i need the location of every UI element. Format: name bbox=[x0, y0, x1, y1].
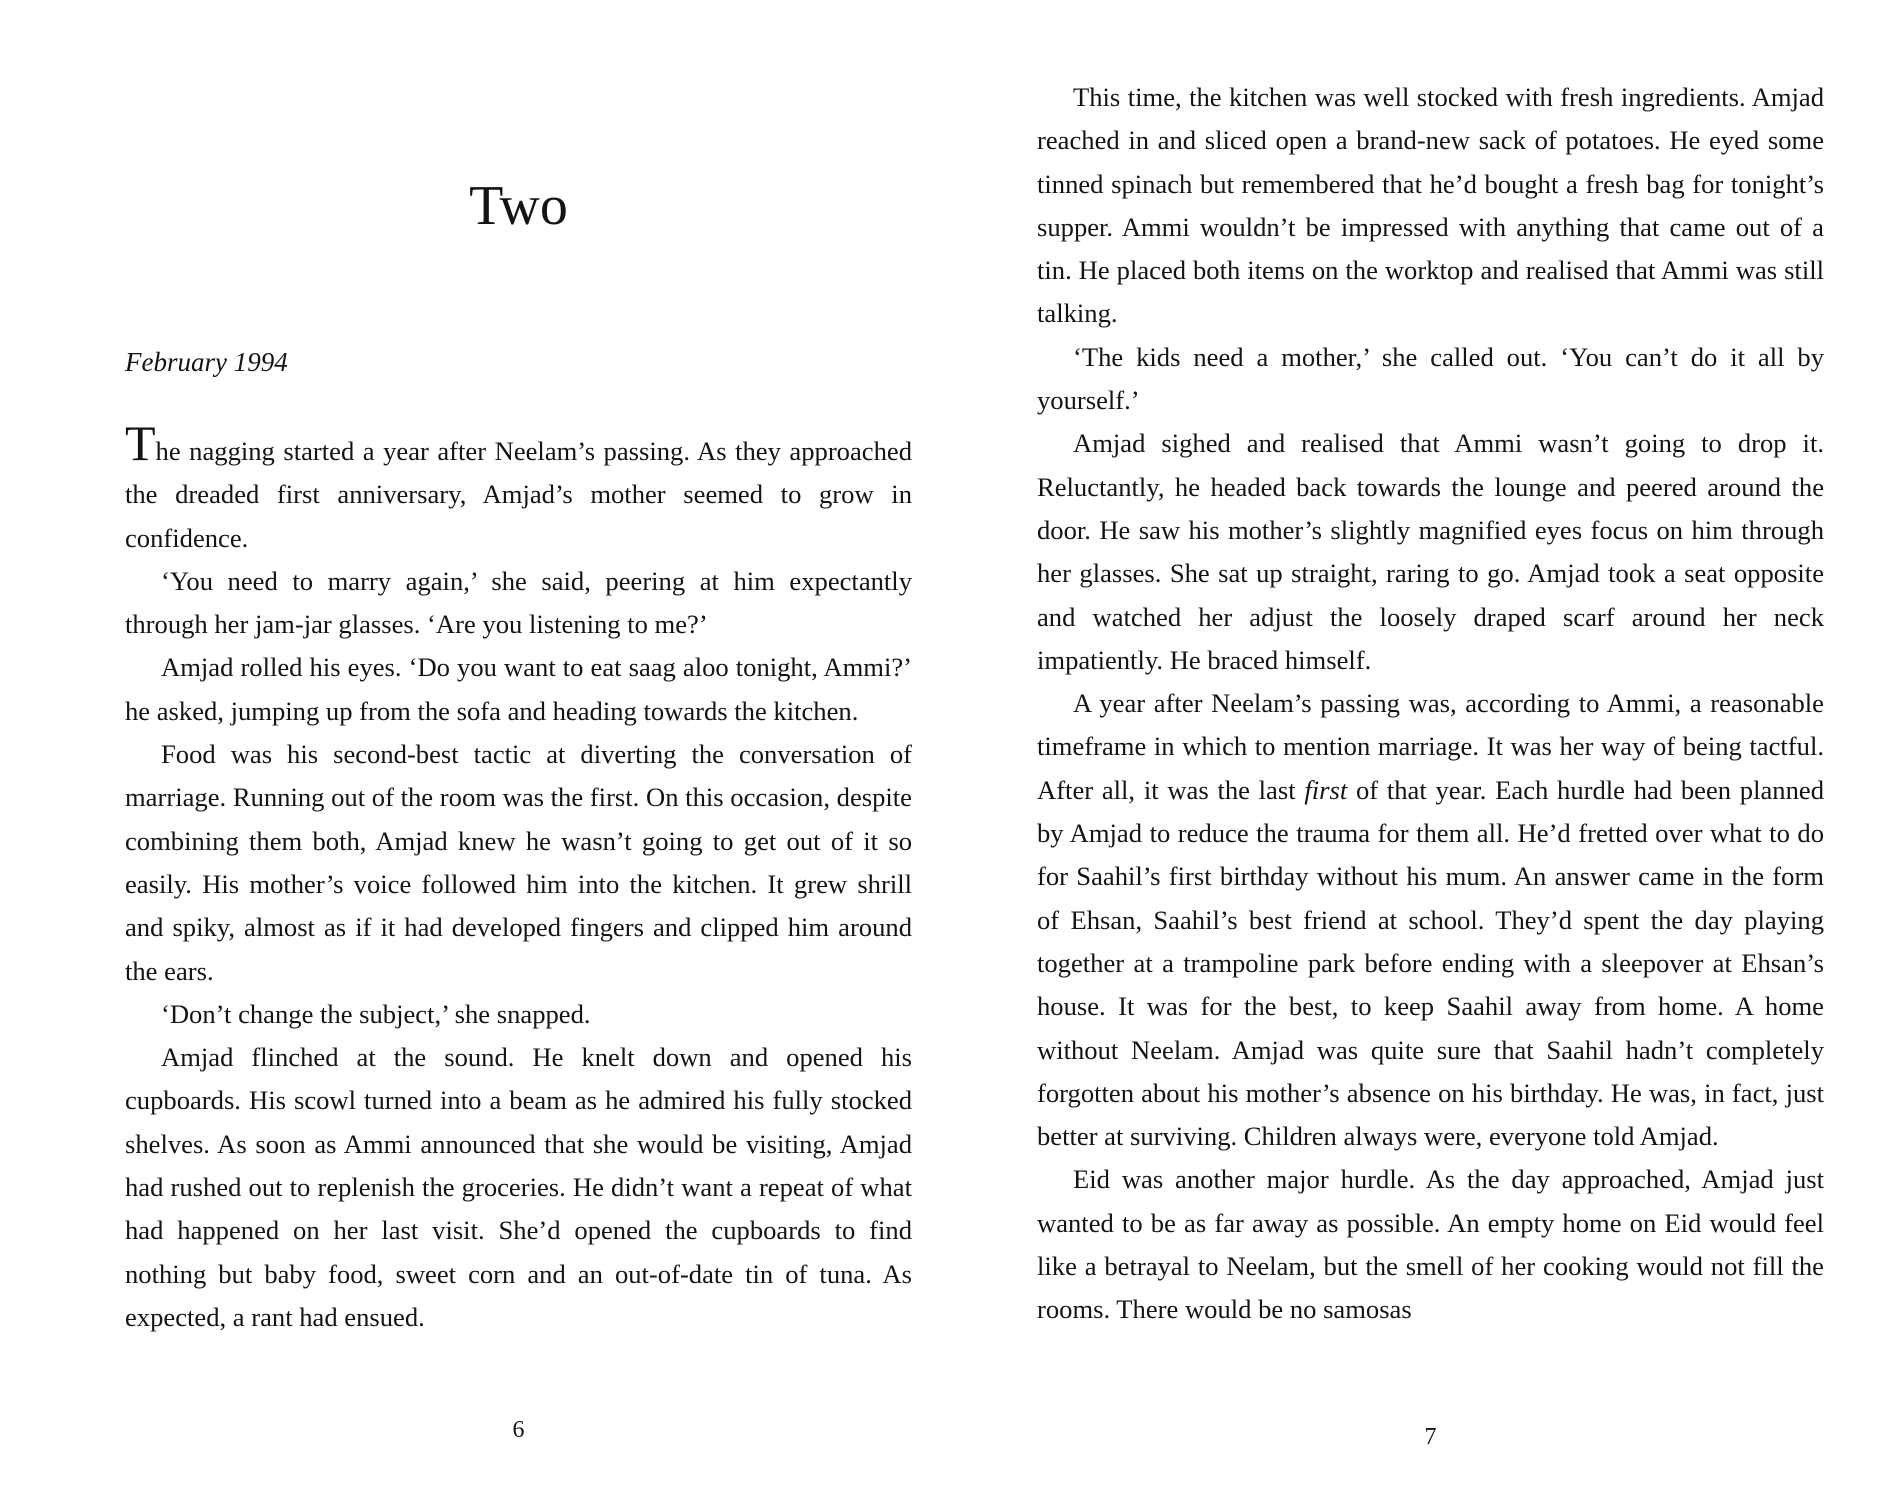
paragraph: ‘The kids need a mother,’ she called out. ‘You can’t do it all by yourself.’ bbox=[1037, 341, 1824, 416]
paragraph: ‘Don’t change the subject,’ she snapped. bbox=[161, 998, 591, 1029]
page-number: 7 bbox=[1424, 1424, 1437, 1450]
right-page-text bbox=[1037, 76, 1824, 1332]
drop-cap: T bbox=[125, 415, 156, 471]
left-page bbox=[125, 0, 912, 1492]
emphasis: first bbox=[1304, 774, 1348, 805]
paragraph: ‘You need to marry again,’ she said, peering at him expectantly through her jam-jar glasses. ‘Are you listening to me?’ bbox=[125, 565, 912, 640]
opening-text: he nagging started a year after Neelam’s passing. As they approached the dreaded first anniversary, Amjad’s mother seemed to grow in confidence. bbox=[125, 436, 912, 553]
chapter-date: February 1994 bbox=[125, 347, 288, 377]
paragraph: This time, the kitchen was well stocked with fresh ingredients. Amjad reached in and sliced open a brand-new sack of potatoes. He eyed some tinned spinach but remembered that he’d bought a fresh bag for tonight’s supper. Ammi wouldn’t be impressed with anything that came out of a tin. He placed both items on the worktop and realised that Ammi was still talking. bbox=[1037, 82, 1824, 329]
paragraph: Eid was another major hurdle. As the day approached, Amjad just wanted to be as far away as possible. An empty home on Eid would feel like a betrayal to Neelam, but the smell of her cooking would not fill the rooms. There would be no samosas bbox=[1037, 1164, 1824, 1325]
text-run: of that year. Each hurdle had been planned by Amjad to reduce the trauma for them all. He’d fretted over what to do for Saahil’s first birthday without his mum. An answer came in the form of Ehsan, Saahil’s best friend at school. They’d spent the day playing together at a trampoline park before ending with a sleepover at Ehsan’s house. It was for the best, to keep Saahil away from home. A home without Neelam. Amjad was quite sure that Saahil hadn’t completely forgotten about his mother’s absence on his birthday. He was, in fact, just better at surviving. Children always were, everyone told Amjad. bbox=[1037, 774, 1824, 1152]
paragraph: Amjad flinched at the sound. He knelt down and opened his cupboards. His scowl turned into a beam as he admired his fully stocked shelves. As soon as Ammi announced that she would be visiting, Amjad had rushed out to replenish the groceries. He didn’t want a repeat of what had happened on her last visit. She’d opened the cupboards to find nothing but baby food, sweet corn and an out-of-date tin of tuna. As expected, a rant had ensued. bbox=[125, 1042, 912, 1332]
paragraph: Food was his second-best tactic at diverting the conversation of marriage. Running out of the room was the first. On this occasion, despite combining them both, Amjad knew he wasn’t going to get out of it so easily. His mother’s voice followed him into the kitchen. It grew shrill and spiky, almost as if it had developed fingers and clipped him around the ears. bbox=[125, 739, 912, 986]
paragraph: Amjad sighed and realised that Ammi wasn’t going to drop it. Reluctantly, he headed back towards the lounge and peered around the door. He saw his mother’s slightly magnified eyes focus on him through her glasses. She sat up straight, raring to go. Amjad took a seat opposite and watched her adjust the loosely draped scarf around her neck impatiently. He braced himself. bbox=[1037, 428, 1824, 675]
paragraph: Amjad rolled his eyes. ‘Do you want to eat saag aloo tonight, Ammi?’ he asked, jumping up from the sofa and heading towards the kitchen. bbox=[125, 652, 912, 726]
left-page-text bbox=[125, 415, 912, 1339]
page-number: 6 bbox=[512, 1417, 525, 1443]
chapter-title: Two bbox=[469, 175, 568, 237]
paragraph-with-emphasis bbox=[1037, 682, 1824, 1158]
text-run: A year after Neelam’s passing was, according to Ammi, a reasonable timeframe in which to mention marriage. It was her way of being tactful. After all, it was the last bbox=[1037, 688, 1824, 805]
right-page bbox=[1037, 0, 1824, 1492]
opening-paragraph bbox=[125, 415, 912, 560]
